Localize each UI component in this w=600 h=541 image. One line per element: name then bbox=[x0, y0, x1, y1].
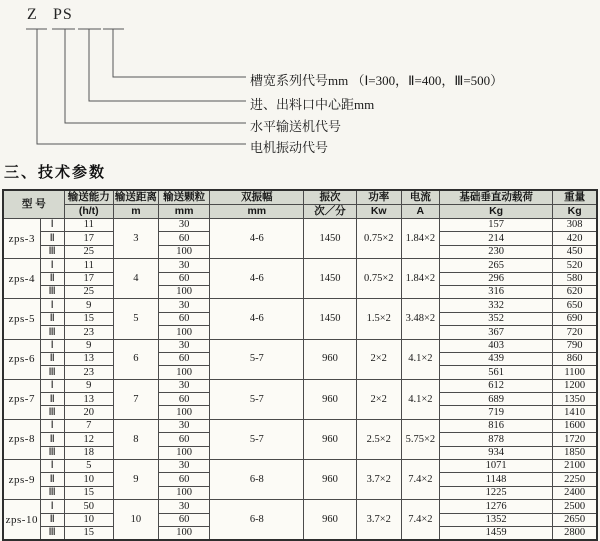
cell-particle: 100 bbox=[159, 526, 210, 540]
cell-load: 403 bbox=[439, 339, 552, 352]
cell-particle: 60 bbox=[159, 352, 210, 365]
cell-load: 214 bbox=[439, 232, 552, 245]
header-frequency-unit: 次／分 bbox=[304, 205, 356, 219]
cell-weight: 860 bbox=[553, 352, 597, 365]
cell-capacity: 10 bbox=[64, 513, 113, 526]
cell-load: 689 bbox=[439, 393, 552, 406]
cell-weight: 1850 bbox=[553, 446, 597, 459]
cell-series: Ⅲ bbox=[40, 406, 64, 419]
model-code-diagram bbox=[0, 0, 600, 160]
table-row bbox=[3, 339, 597, 352]
header-current-unit: A bbox=[401, 205, 439, 219]
cell-particle: 60 bbox=[159, 272, 210, 285]
cell-load: 612 bbox=[439, 379, 552, 392]
cell-weight: 620 bbox=[553, 285, 597, 298]
cell-weight: 650 bbox=[553, 299, 597, 312]
cell-load: 1225 bbox=[439, 486, 552, 499]
cell-model: zps-8 bbox=[3, 419, 40, 459]
cell-power: 2×2 bbox=[356, 379, 401, 419]
cell-capacity: 25 bbox=[64, 245, 113, 258]
cell-load: 816 bbox=[439, 419, 552, 432]
cell-capacity: 5 bbox=[64, 460, 113, 473]
cell-load: 157 bbox=[439, 219, 552, 232]
cell-weight: 450 bbox=[553, 245, 597, 258]
cell-model: zps-10 bbox=[3, 500, 40, 541]
cell-amplitude: 6-8 bbox=[210, 460, 304, 500]
cell-current: 4.1×2 bbox=[401, 339, 439, 379]
cell-weight: 2650 bbox=[553, 513, 597, 526]
cell-frequency: 960 bbox=[304, 500, 356, 541]
cell-series: Ⅱ bbox=[40, 433, 64, 446]
header-weight: 重量 bbox=[553, 190, 597, 205]
cell-distance: 7 bbox=[113, 379, 158, 419]
cell-load: 316 bbox=[439, 285, 552, 298]
cell-weight: 2400 bbox=[553, 486, 597, 499]
cell-capacity: 25 bbox=[64, 285, 113, 298]
header-power-unit: Kw bbox=[356, 205, 401, 219]
cell-current: 4.1×2 bbox=[401, 379, 439, 419]
cell-particle: 60 bbox=[159, 513, 210, 526]
model-code-ps: PS bbox=[53, 6, 73, 23]
cell-series: Ⅰ bbox=[40, 299, 64, 312]
cell-weight: 520 bbox=[553, 259, 597, 272]
cell-load: 296 bbox=[439, 272, 552, 285]
cell-weight: 1410 bbox=[553, 406, 597, 419]
header-power: 功率 bbox=[356, 190, 401, 205]
cell-capacity: 17 bbox=[64, 272, 113, 285]
cell-power: 2×2 bbox=[356, 339, 401, 379]
table-row bbox=[3, 500, 597, 513]
header-model: 型 号 bbox=[3, 190, 64, 219]
cell-series: Ⅰ bbox=[40, 419, 64, 432]
cell-capacity: 50 bbox=[64, 500, 113, 513]
header-capacity-unit: (h/t) bbox=[64, 205, 113, 219]
cell-series: Ⅲ bbox=[40, 446, 64, 459]
header-load: 基础垂直动载荷 bbox=[439, 190, 552, 205]
cell-capacity: 17 bbox=[64, 232, 113, 245]
cell-series: Ⅰ bbox=[40, 219, 64, 232]
cell-current: 1.84×2 bbox=[401, 219, 439, 259]
cell-particle: 30 bbox=[159, 460, 210, 473]
cell-weight: 2100 bbox=[553, 460, 597, 473]
cell-capacity: 15 bbox=[64, 486, 113, 499]
cell-capacity: 9 bbox=[64, 339, 113, 352]
cell-capacity: 18 bbox=[64, 446, 113, 459]
cell-model: zps-5 bbox=[3, 299, 40, 339]
cell-particle: 100 bbox=[159, 406, 210, 419]
cell-capacity: 23 bbox=[64, 326, 113, 339]
header-frequency: 振次 bbox=[304, 190, 356, 205]
cell-frequency: 1450 bbox=[304, 299, 356, 339]
cell-load: 561 bbox=[439, 366, 552, 379]
cell-frequency: 960 bbox=[304, 339, 356, 379]
cell-capacity: 7 bbox=[64, 419, 113, 432]
cell-series: Ⅰ bbox=[40, 339, 64, 352]
cell-model: zps-6 bbox=[3, 339, 40, 379]
cell-capacity: 9 bbox=[64, 299, 113, 312]
cell-series: Ⅰ bbox=[40, 460, 64, 473]
cell-series: Ⅲ bbox=[40, 326, 64, 339]
table-body bbox=[3, 219, 597, 541]
cell-particle: 100 bbox=[159, 326, 210, 339]
cell-distance: 5 bbox=[113, 299, 158, 339]
cell-weight: 308 bbox=[553, 219, 597, 232]
cell-series: Ⅲ bbox=[40, 285, 64, 298]
cell-weight: 2800 bbox=[553, 526, 597, 540]
cell-weight: 1100 bbox=[553, 366, 597, 379]
header-distance-unit: m bbox=[113, 205, 158, 219]
cell-capacity: 11 bbox=[64, 259, 113, 272]
cell-particle: 30 bbox=[159, 419, 210, 432]
cell-series: Ⅱ bbox=[40, 232, 64, 245]
diagram-label-port-distance: 进、出料口中心距mm bbox=[250, 97, 375, 112]
cell-load: 332 bbox=[439, 299, 552, 312]
cell-load: 934 bbox=[439, 446, 552, 459]
cell-frequency: 1450 bbox=[304, 259, 356, 299]
cell-series: Ⅱ bbox=[40, 473, 64, 486]
cell-capacity: 15 bbox=[64, 526, 113, 540]
cell-particle: 100 bbox=[159, 486, 210, 499]
cell-capacity: 20 bbox=[64, 406, 113, 419]
cell-series: Ⅰ bbox=[40, 259, 64, 272]
cell-capacity: 11 bbox=[64, 219, 113, 232]
header-distance: 输送距离 bbox=[114, 190, 157, 203]
table-row bbox=[3, 419, 597, 432]
header-current: 电流 bbox=[401, 190, 439, 205]
cell-model: zps-9 bbox=[3, 460, 40, 500]
cell-particle: 30 bbox=[159, 500, 210, 513]
cell-load: 230 bbox=[439, 245, 552, 258]
header-capacity: 输送能力 bbox=[64, 190, 113, 205]
cell-weight: 2250 bbox=[553, 473, 597, 486]
cell-particle: 30 bbox=[159, 259, 210, 272]
cell-weight: 1720 bbox=[553, 433, 597, 446]
cell-power: 2.5×2 bbox=[356, 419, 401, 459]
cell-particle: 100 bbox=[159, 245, 210, 258]
cell-weight: 2500 bbox=[553, 500, 597, 513]
cell-amplitude: 5-7 bbox=[210, 379, 304, 419]
cell-series: Ⅲ bbox=[40, 245, 64, 258]
cell-power: 0.75×2 bbox=[356, 219, 401, 259]
cell-current: 7.4×2 bbox=[401, 500, 439, 541]
cell-capacity: 23 bbox=[64, 366, 113, 379]
table-row bbox=[3, 219, 597, 232]
cell-distance: 10 bbox=[113, 500, 158, 541]
cell-load: 367 bbox=[439, 326, 552, 339]
header-weight-unit: Kg bbox=[553, 205, 597, 219]
cell-frequency: 960 bbox=[304, 379, 356, 419]
cell-particle: 100 bbox=[159, 285, 210, 298]
cell-frequency: 1450 bbox=[304, 219, 356, 259]
diagram-label-horizontal-code: 水平输送机代号 bbox=[250, 119, 342, 134]
cell-series: Ⅱ bbox=[40, 513, 64, 526]
cell-particle: 30 bbox=[159, 219, 210, 232]
cell-weight: 580 bbox=[553, 272, 597, 285]
cell-capacity: 13 bbox=[64, 352, 113, 365]
cell-series: Ⅱ bbox=[40, 272, 64, 285]
table-header bbox=[3, 190, 597, 219]
cell-distance: 6 bbox=[113, 339, 158, 379]
cell-particle: 60 bbox=[159, 232, 210, 245]
cell-particle: 60 bbox=[159, 473, 210, 486]
cell-model: zps-3 bbox=[3, 219, 40, 259]
header-particle-unit: mm bbox=[159, 205, 210, 219]
cell-frequency: 960 bbox=[304, 419, 356, 459]
cell-amplitude: 4-6 bbox=[210, 259, 304, 299]
cell-frequency: 960 bbox=[304, 460, 356, 500]
cell-load: 439 bbox=[439, 352, 552, 365]
cell-distance: 9 bbox=[113, 460, 158, 500]
diagram-label-motor-vibration: 电机振动代号 bbox=[250, 140, 329, 155]
cell-power: 3.7×2 bbox=[356, 500, 401, 541]
cell-weight: 720 bbox=[553, 326, 597, 339]
header-amplitude-unit: mm bbox=[210, 205, 304, 219]
cell-particle: 60 bbox=[159, 393, 210, 406]
cell-capacity: 12 bbox=[64, 433, 113, 446]
table-row bbox=[3, 460, 597, 473]
cell-particle: 100 bbox=[159, 366, 210, 379]
header-load-unit: Kg bbox=[439, 205, 552, 219]
cell-current: 7.4×2 bbox=[401, 460, 439, 500]
cell-load: 1071 bbox=[439, 460, 552, 473]
cell-current: 1.84×2 bbox=[401, 259, 439, 299]
cell-series: Ⅲ bbox=[40, 526, 64, 540]
cell-distance: 3 bbox=[113, 219, 158, 259]
table-row bbox=[3, 259, 597, 272]
cell-series: Ⅰ bbox=[40, 379, 64, 392]
cell-load: 1352 bbox=[439, 513, 552, 526]
cell-weight: 1350 bbox=[553, 393, 597, 406]
cell-amplitude: 5-7 bbox=[210, 339, 304, 379]
cell-current: 5.75×2 bbox=[401, 419, 439, 459]
cell-series: Ⅲ bbox=[40, 486, 64, 499]
cell-load: 1276 bbox=[439, 500, 552, 513]
cell-capacity: 15 bbox=[64, 312, 113, 325]
cell-model: zps-4 bbox=[3, 259, 40, 299]
cell-particle: 60 bbox=[159, 312, 210, 325]
cell-current: 3.48×2 bbox=[401, 299, 439, 339]
cell-load: 352 bbox=[439, 312, 552, 325]
cell-capacity: 9 bbox=[64, 379, 113, 392]
cell-load: 878 bbox=[439, 433, 552, 446]
cell-amplitude: 5-7 bbox=[210, 419, 304, 459]
cell-load: 1459 bbox=[439, 526, 552, 540]
header-particle: 输送颗粒 bbox=[159, 190, 210, 205]
cell-capacity: 10 bbox=[64, 473, 113, 486]
cell-distance: 4 bbox=[113, 259, 158, 299]
cell-particle: 30 bbox=[159, 379, 210, 392]
cell-series: Ⅲ bbox=[40, 366, 64, 379]
cell-particle: 100 bbox=[159, 446, 210, 459]
table-row bbox=[3, 299, 597, 312]
cell-weight: 420 bbox=[553, 232, 597, 245]
cell-weight: 1600 bbox=[553, 419, 597, 432]
cell-amplitude: 6-8 bbox=[210, 500, 304, 541]
cell-power: 0.75×2 bbox=[356, 259, 401, 299]
cell-load: 265 bbox=[439, 259, 552, 272]
section-title: 三、技术参数 bbox=[4, 164, 107, 181]
cell-amplitude: 4-6 bbox=[210, 299, 304, 339]
cell-particle: 30 bbox=[159, 339, 210, 352]
cell-load: 1148 bbox=[439, 473, 552, 486]
tech-table bbox=[2, 189, 598, 541]
model-code-z: Z bbox=[27, 6, 38, 23]
cell-series: Ⅱ bbox=[40, 352, 64, 365]
cell-series: Ⅱ bbox=[40, 393, 64, 406]
cell-particle: 30 bbox=[159, 299, 210, 312]
cell-weight: 1200 bbox=[553, 379, 597, 392]
cell-weight: 790 bbox=[553, 339, 597, 352]
cell-particle: 60 bbox=[159, 433, 210, 446]
cell-capacity: 13 bbox=[64, 393, 113, 406]
cell-weight: 690 bbox=[553, 312, 597, 325]
cell-distance: 8 bbox=[113, 419, 158, 459]
cell-power: 3.7×2 bbox=[356, 460, 401, 500]
diagram-label-trough-width: 槽宽系列代号mm （Ⅰ=300，Ⅱ=400，Ⅲ=500） bbox=[250, 73, 504, 88]
cell-series: Ⅱ bbox=[40, 312, 64, 325]
table-row bbox=[3, 379, 597, 392]
cell-series: Ⅰ bbox=[40, 500, 64, 513]
cell-power: 1.5×2 bbox=[356, 299, 401, 339]
cell-load: 719 bbox=[439, 406, 552, 419]
cell-amplitude: 4-6 bbox=[210, 219, 304, 259]
cell-model: zps-7 bbox=[3, 379, 40, 419]
header-amplitude: 双振幅 bbox=[210, 190, 304, 205]
